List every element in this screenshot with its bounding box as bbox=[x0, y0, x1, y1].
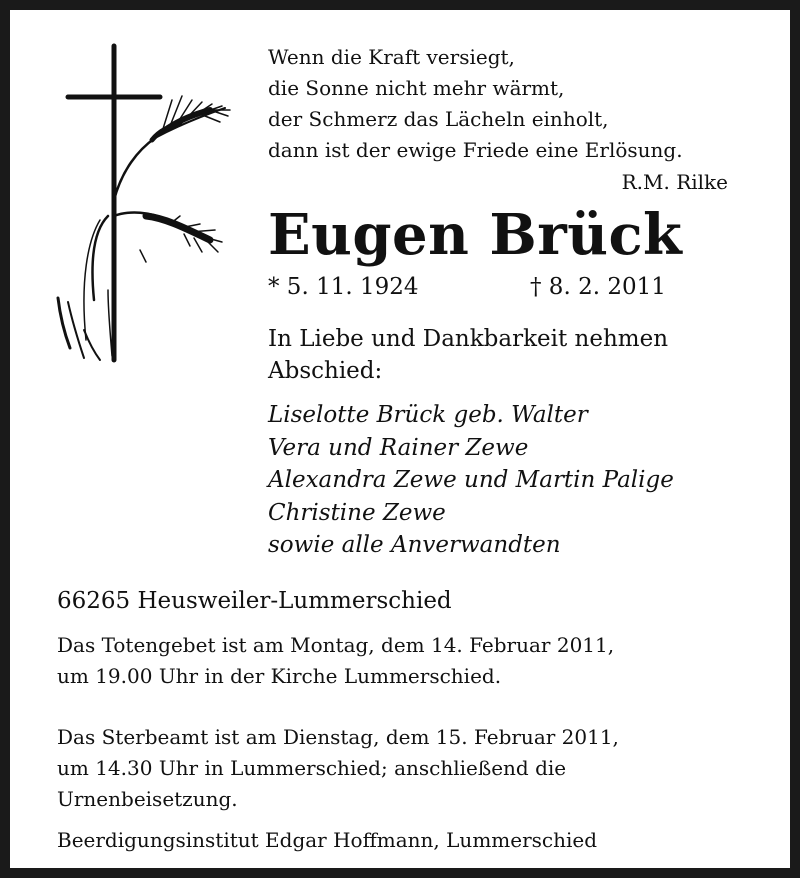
birth-date: * 5. 11. 1924 bbox=[268, 274, 419, 300]
death-date: † 8. 2. 2011 bbox=[530, 274, 666, 300]
mourner: Liselotte Brück geb. Walter bbox=[268, 402, 588, 428]
requiem-notice bbox=[57, 722, 619, 815]
prayer-line: um 19.00 Uhr in der Kirche Lummerschied. bbox=[57, 664, 502, 688]
poem-author: R.M. Rilke bbox=[621, 170, 728, 194]
requiem-line: Urnenbeisetzung. bbox=[57, 787, 238, 811]
mourner: Christine Zewe bbox=[268, 499, 446, 526]
prayer-line: Das Totengebet ist am Montag, dem 14. Februar 2011, bbox=[57, 633, 615, 657]
mourner: sowie alle Anverwandten bbox=[268, 532, 561, 558]
poem-line: Wenn die Kraft versiegt, bbox=[268, 45, 515, 69]
life-dates bbox=[268, 272, 666, 302]
poem-line: der Schmerz das Lächeln einholt, bbox=[268, 107, 609, 131]
prayer-notice bbox=[57, 630, 614, 692]
address: 66265 Heusweiler-Lummerschied bbox=[57, 588, 452, 614]
poem-line: die Sonne nicht mehr wärmt, bbox=[268, 76, 565, 100]
funeral-home bbox=[57, 825, 597, 856]
deceased-name: Eugen Brück bbox=[268, 202, 683, 268]
mourner: Vera und Rainer Zewe bbox=[268, 434, 529, 461]
poem bbox=[268, 42, 728, 198]
cross-with-wheat-icon bbox=[50, 40, 240, 370]
funeral-home-line: Beerdigungsinstitut Edgar Hoffmann, Lummerschied bbox=[57, 828, 598, 852]
mourners-list bbox=[268, 399, 674, 562]
requiem-line: Das Sterbeamt ist am Dienstag, dem 15. Februar 2011, bbox=[57, 725, 619, 749]
mourner: Alexandra Zewe und Martin Palige bbox=[268, 467, 674, 493]
farewell-text: In Liebe und Dankbarkeit nehmen Abschied: bbox=[268, 326, 669, 384]
requiem-line: um 14.30 Uhr in Lummerschied; anschließend die bbox=[57, 756, 567, 780]
poem-line: dann ist der ewige Friede eine Erlösung. bbox=[268, 138, 683, 162]
